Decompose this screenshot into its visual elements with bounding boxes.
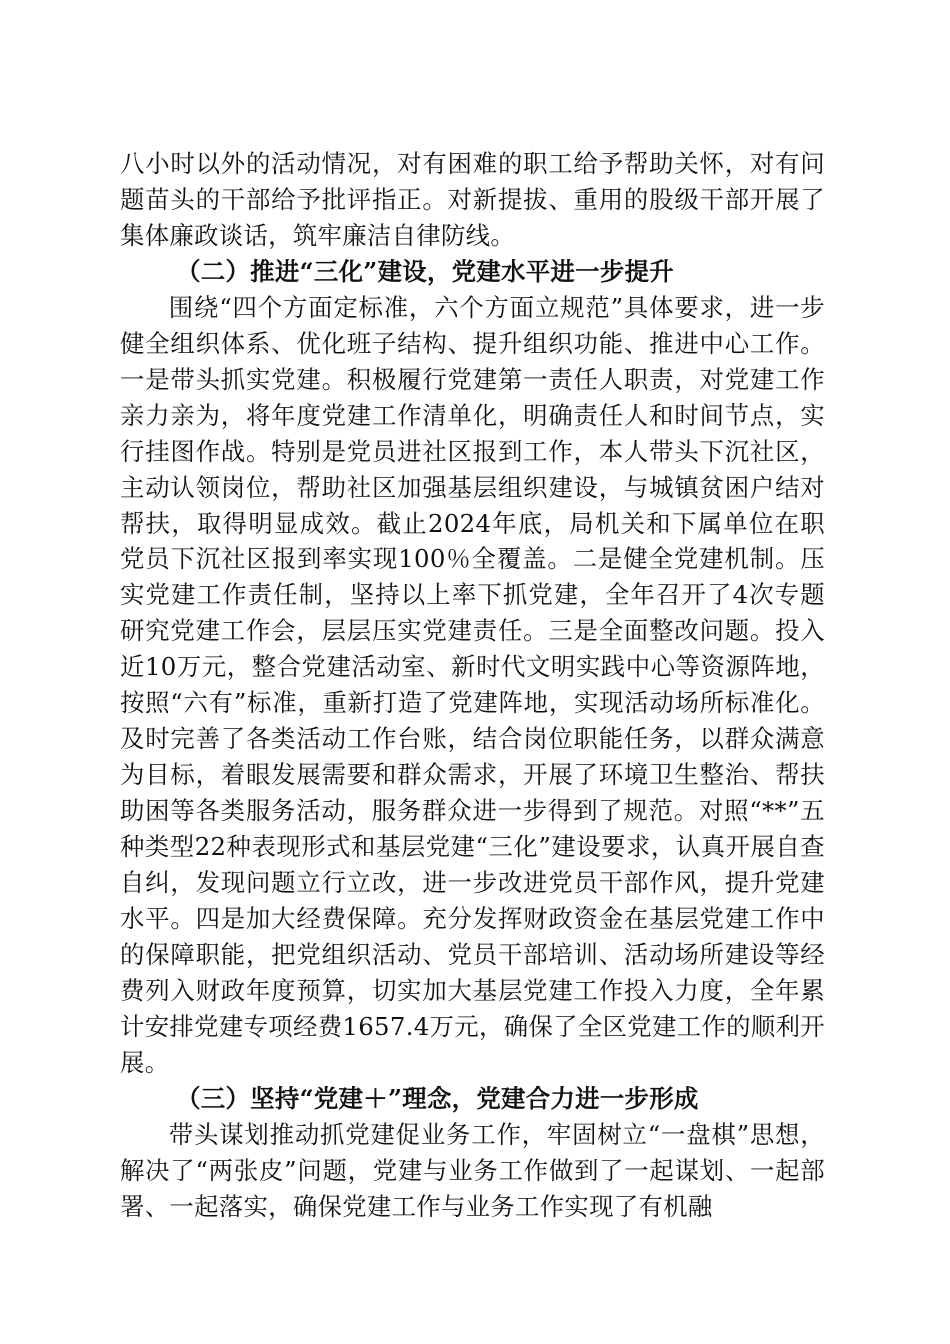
paragraph-party-plus: 带头谋划推动抓党建促业务工作，牢固树立“一盘棋”思想，解决了“两张皮”问题，党建与业务工作做到了一起谋划、一起部署、一起落实，确保党建工作与业务工作实现了有机融 xyxy=(120,1119,825,1221)
paragraph-continued: 八小时以外的活动情况，对有困难的职工给予帮助关怀，对有问题苗头的干部给予批评指正。对新提拔、重用的股级干部开展了集体廉政谈话，筑牢廉洁自律防线。 xyxy=(120,149,825,250)
section-heading-2: （二）推进“三化”建设，党建水平进一步提升 xyxy=(176,256,674,286)
paragraph-party-building: 围绕“四个方面定标准，六个方面立规范”具体要求，进一步健全组织体系、优化班子结构、提升组织功能、推进中心工作。一是带头抓实党建。积极履行党建第一责任人职责，对党建工作亲力亲为，将年度党建工作清单化，明确责任人和时间节点，实行挂图作战。特别是党员进社区报到工作，本人带头下沉社区，主动认领岗位，帮助社区加强基层组织建设，与城镇贫困户结对帮扶，取得明显成效。截止2024年底，局机关和下属单位在职党员下沉社区报到率实现100％全覆盖。二是健全党建机制。压实党建工作责任制，坚持以上率下抓党建，全年召开了4次专题研究党建工作会，层层压实党建责任。三是全面整改问题。投入近10万元，整合党建活动室、新时代文明实践中心等资源阵地，按照“六有”标准，重新打造了党建阵地，实现活动场所标准化。及时完善了各类活动工作台账，结合岗位职能任务，以群众满意为目标，着眼发展需要和群众需求，开展了环境卫生整治、帮扶助困等各类服务活动，服务群众进一步得到了规范。对照“**”五种类型22种表现形式和基层党建“三化”建设要求，认真开展自查自纠，发现问题立行立改，进一步改进党员干部作风，提升党建水平。四是加大经费保障。充分发挥财政资金在基层党建工作中的保障职能，把党组织活动、党员干部培训、活动场所建设等经费列入财政年度预算，切实加大基层党建工作投入力度，全年累计安排党建专项经费1657.4万元，确保了全区党建工作的顺利开展。 xyxy=(120,292,825,1077)
document-body xyxy=(120,146,825,1225)
section-heading-3: （三）坚持“党建＋”理念，党建合力进一步形成 xyxy=(176,1083,699,1113)
